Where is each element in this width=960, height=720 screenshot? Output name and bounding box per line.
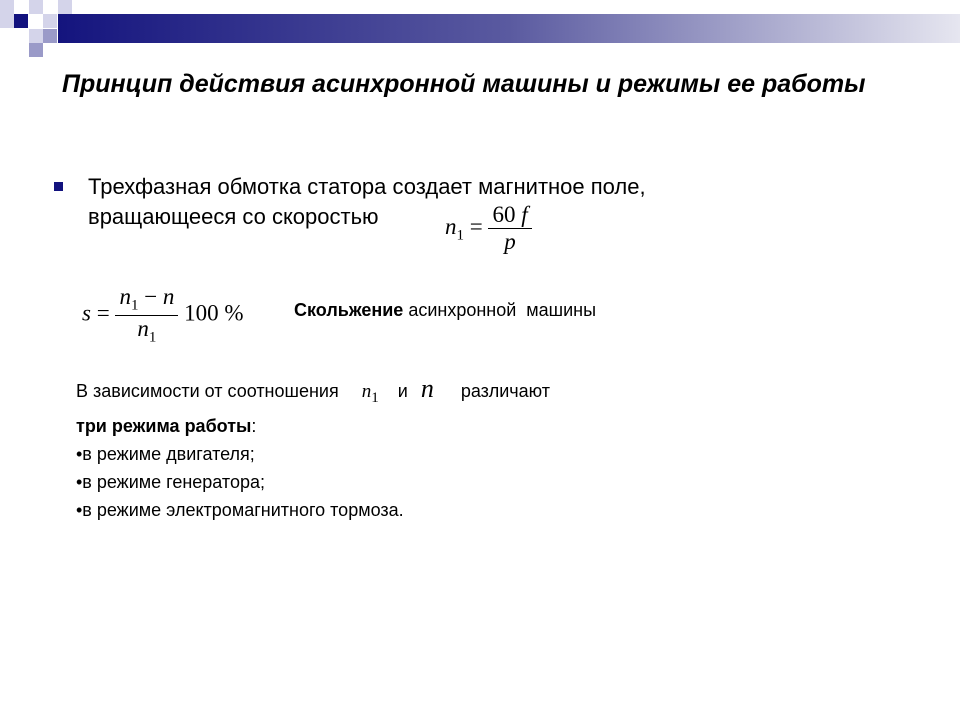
mode-item: •в режиме генератора; <box>76 471 265 492</box>
bullet-text: Трехфазная обмотка статора создает магнитное поле, вращающееся со скоростью <box>88 174 646 229</box>
mode-item: •в режиме двигателя; <box>76 443 255 464</box>
formula-n1: $n_1$ = $\frac{60 f}{p}$ <box>445 202 532 255</box>
header-bar <box>58 14 960 43</box>
formula-slip: s = $\frac{n_1 - n}{n_1}$ 100 % <box>82 284 244 346</box>
bullet-icon <box>54 182 63 191</box>
modes-text: В зависимости от соотношения $n_1$ и n различают три режима работы: •в режиме двигателя; •в режиме генератора; •в режиме электромагнитного тормоза. <box>76 375 550 524</box>
slide-title: Принцип действия асинхронной машины и режимы ее работы <box>62 70 866 98</box>
slip-label: Скольжение асинхронной машины <box>294 300 597 320</box>
mode-item: •в режиме электромагнитного тормоза. <box>76 499 404 520</box>
